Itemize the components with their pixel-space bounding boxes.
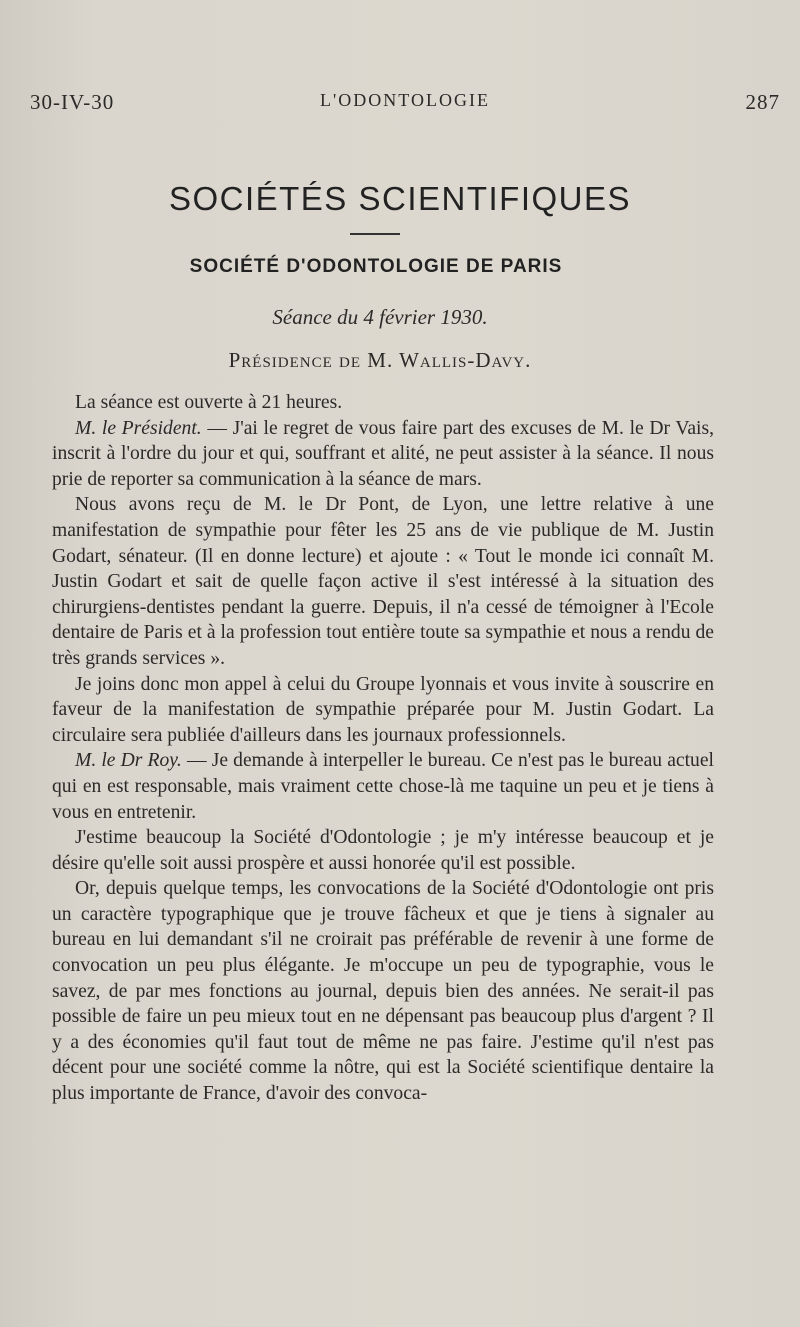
page-number: 287: [745, 90, 780, 114]
title-rule: [350, 233, 400, 235]
paragraph-text: J'estime beaucoup la Société d'Odontologie ; je m'y intéresse beaucoup et je désire qu'elle soit aussi prospère et aussi honorée qu'il est possible.: [52, 827, 714, 874]
paragraph: [52, 416, 714, 493]
paragraph: [52, 748, 714, 825]
paragraph: [52, 825, 714, 876]
paragraph: [52, 390, 714, 416]
society-title: SOCIÉTÉ D'ODONTOLOGIE DE PARIS: [189, 256, 563, 277]
speaker: M. le Dr Roy.: [75, 750, 182, 772]
paragraph: [52, 492, 714, 671]
header-date: 30-IV-30: [30, 90, 115, 114]
presidency-line: Présidence de M. Wallis-Davy.: [228, 348, 532, 372]
header-journal: L'ODONTOLOGIE: [320, 90, 490, 110]
speaker: M. le Président.: [75, 417, 202, 439]
paragraph-text: La séance est ouverte à 21 heures.: [75, 392, 343, 413]
running-header: [30, 90, 780, 120]
paragraph-text: — Je demande à interpeller le bureau. Ce n'est pas le bureau actuel qui en est responsable, mais vraiment cette chose-là me taquine un peu et je tiens à vous en entretenir.: [52, 750, 714, 823]
session-date: Séance du 4 février 1930.: [272, 305, 488, 329]
paragraph-text: — J'ai le regret de vous faire part des excuses de M. le Dr Vais, inscrit à l'ordre du jour et qui, souffrant et alité, ne peut assister à la séance. Il nous prie de reporter sa communication à la séance de mars.: [52, 417, 714, 490]
paragraph: [52, 672, 714, 749]
paragraph-text: Or, depuis quelque temps, les convocations de la Société d'Odontologie ont pris un caractère typographique que je trouve fâcheux et que je tiens à signaler au bureau en lui demandant s'il ne croirait pas préférable de revenir à une forme de convocation un peu plus élégante. Je m'occupe un peu de typographie, vous le savez, de par mes fonctions au journal, depuis bien des années. Ne serait-il pas possible de faire un peu mieux tout en ne dépensant pas beaucoup plus d'argent ? Il y a des économies qu'il faut tout de même ne pas faire. J'estime qu'il n'est pas décent pour une société comme la nôtre, qui est la Société scientifique dentaire la plus importante de France, d'avoir des convoca-: [52, 878, 714, 1105]
paragraph: [52, 876, 714, 1106]
article-body: [52, 390, 714, 1107]
paragraph-text: Nous avons reçu de M. le Dr Pont, de Lyon, une lettre relative à une manifestation de sympathie pour fêter les 25 ans de vie publique de M. Justin Godart, sénateur. (Il en donne lecture) et ajoute : « Tout le monde ici connaît M. Justin Godart et sait de quelle façon active il s'est intéressé à la situation des chirurgiens-dentistes pendant la guerre. Depuis, il n'a cessé de témoigner à l'Ecole dentaire de Paris et à la profession tout entière toute sa sympathie et nous a rendu de très grands services ».: [52, 494, 714, 669]
section-title: SOCIÉTÉS SCIENTIFIQUES: [168, 180, 632, 217]
paragraph-text: Je joins donc mon appel à celui du Groupe lyonnais et vous invite à souscrire en faveur de la manifestation de sympathie préparée pour M. Justin Godart. La circulaire sera publiée d'ailleurs dans les journaux professionnels.: [52, 673, 714, 746]
